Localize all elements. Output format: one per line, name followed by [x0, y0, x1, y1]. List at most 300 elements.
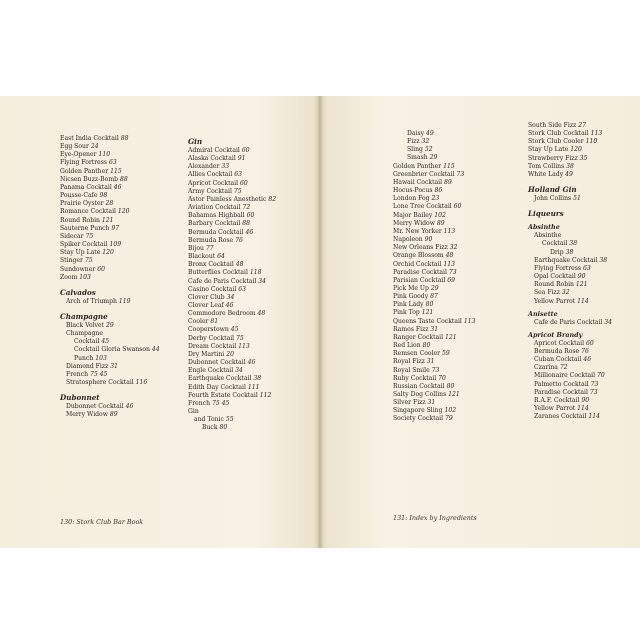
- page-number: 48: [445, 252, 454, 260]
- page-number: 81: [210, 318, 219, 326]
- page-number: 31: [426, 358, 435, 366]
- index-entry: [393, 244, 475, 252]
- entry-name: Engle Cocktail: [188, 367, 234, 375]
- page-number: 28: [105, 200, 114, 208]
- section-heading: [188, 137, 276, 147]
- page-number: 113: [463, 317, 476, 325]
- page-number: 118: [249, 269, 262, 277]
- entry-name: Hocus-Pocus: [393, 187, 433, 195]
- entry-name: Bijou: [188, 244, 204, 252]
- entry-name: Tom Collins: [528, 162, 565, 170]
- entry-name: Army Cocktail: [188, 187, 232, 195]
- page-number: 121: [575, 281, 588, 289]
- index-entry: [393, 179, 475, 187]
- entry-name: Orange Blossom: [393, 252, 444, 260]
- entry-name: Edith Day Cocktail: [188, 383, 246, 391]
- index-entry: [393, 203, 475, 211]
- left-page-column-1: [60, 135, 160, 420]
- index-entry: [60, 346, 160, 354]
- entry-name: Bronx Cocktail: [188, 261, 234, 269]
- entry-name: Bermuda Cocktail: [188, 228, 244, 236]
- index-entry: [528, 163, 612, 171]
- page-number: 49: [425, 130, 434, 137]
- page-number: 120: [117, 208, 130, 216]
- page-number: 75 45: [89, 370, 108, 378]
- index-entry: [188, 229, 276, 237]
- entry-name: Lone Tree Cocktail: [393, 203, 452, 211]
- page-number: 75 45: [211, 399, 230, 407]
- page-number: 88: [120, 135, 129, 142]
- entry-name: Dubonnet Cocktail: [188, 359, 246, 367]
- index-entry: [188, 351, 276, 359]
- index-entry: [60, 274, 160, 282]
- index-entry: [528, 257, 612, 265]
- page-number: 103: [79, 273, 91, 281]
- page-number: 38: [253, 375, 262, 383]
- entry-name: Major Bailey: [393, 211, 433, 219]
- page-number: 20: [226, 350, 234, 358]
- index-entry: [60, 403, 160, 411]
- page-number: 51: [573, 195, 581, 203]
- entry-name: Smash: [407, 154, 428, 162]
- index-entry: [188, 318, 276, 326]
- page-number: 80: [446, 382, 455, 390]
- index-entry: [393, 138, 475, 146]
- page-number: 45: [101, 338, 110, 346]
- section-heading: [528, 309, 612, 319]
- entry-name: Ramos Fizz: [393, 325, 429, 333]
- entry-name: Singapore Sling: [393, 407, 443, 415]
- index-entry: [393, 399, 475, 407]
- page-number: 90: [577, 273, 586, 281]
- page-number: 75: [233, 187, 242, 195]
- right-page-column-1: [393, 130, 475, 424]
- entry-name: Nicsen Buzz-Bomb: [60, 175, 118, 183]
- index-entry: [188, 335, 276, 343]
- page-number: 80: [422, 342, 431, 350]
- page-number: 109: [109, 241, 122, 249]
- entry-name: Absinthe: [534, 232, 562, 240]
- page-number: 75: [85, 232, 94, 240]
- entry-name: Flying Fortress: [60, 159, 108, 167]
- page-number: 73: [590, 380, 599, 388]
- index-entry: [393, 228, 475, 236]
- page-number: 110: [585, 138, 598, 146]
- page-number: 73: [448, 268, 457, 276]
- entry-name: Hawaii Cocktail: [393, 178, 443, 186]
- page-number: 102: [444, 407, 457, 415]
- index-entry: [188, 392, 276, 400]
- index-entry: [60, 217, 160, 225]
- index-entry: [393, 277, 475, 285]
- page-number: 110: [98, 151, 111, 159]
- entry-name: Alexander: [188, 163, 220, 171]
- index-entry: [393, 342, 475, 350]
- entry-name: Flying Fortress: [534, 264, 582, 272]
- index-entry: [528, 240, 612, 248]
- index-entry: [60, 225, 160, 233]
- entry-name: Sundowner: [60, 265, 96, 273]
- entry-name: Romance Cocktail: [60, 208, 116, 216]
- index-entry: [393, 301, 475, 309]
- entry-name: Society Cocktail: [393, 415, 444, 423]
- entry-name: Orchid Cocktail: [393, 260, 442, 268]
- page-number: 63: [582, 264, 591, 272]
- page-number: 73: [456, 170, 465, 178]
- index-entry: [528, 249, 612, 257]
- entry-name: Egg Sour: [60, 143, 89, 151]
- page-number: 59: [441, 350, 450, 358]
- entry-name: French: [66, 370, 89, 378]
- index-entry: [393, 220, 475, 228]
- index-entry: [393, 187, 475, 195]
- entry-name: South Side Fizz: [528, 122, 577, 129]
- page-number: 120: [570, 146, 582, 154]
- entry-name: Royal Smile: [393, 366, 430, 374]
- page-number: 31: [430, 325, 439, 333]
- page-number: 90: [581, 396, 590, 404]
- index-entry: [60, 159, 160, 167]
- entry-name: Queens Taste Cocktail: [393, 317, 462, 325]
- entry-name: Gin: [188, 408, 199, 415]
- entry-name: Dubonnet Cocktail: [66, 403, 124, 411]
- entry-name: Dry Martini: [188, 350, 225, 358]
- page-number: 48: [257, 310, 266, 318]
- index-entry: [393, 261, 475, 269]
- index-entry: [393, 367, 475, 375]
- entry-name: East India Cocktail: [60, 135, 119, 142]
- section-heading: [528, 185, 612, 195]
- entry-name: Black Velvet: [66, 321, 104, 329]
- entry-name: Salty Dog Collins: [393, 391, 447, 398]
- page-number: 113: [238, 342, 250, 350]
- index-entry: [188, 400, 276, 408]
- page-number: 114: [588, 413, 601, 421]
- entry-name: Fizz: [407, 138, 420, 146]
- page-number: 112: [259, 391, 272, 399]
- page-number: 60: [241, 147, 250, 154]
- page-number: 76: [581, 347, 589, 355]
- index-entry: [393, 171, 475, 179]
- page-number: 46: [247, 359, 256, 367]
- entry-name: and Tonic: [194, 416, 224, 424]
- page-number: 121: [421, 309, 434, 317]
- page-number: 60: [453, 203, 462, 211]
- entry-name: Golden Panther: [60, 167, 109, 175]
- entry-name: Arch of Triumph: [66, 297, 117, 305]
- entry-name: Daisy: [407, 130, 425, 137]
- index-entry: [528, 413, 612, 421]
- index-entry: [528, 138, 612, 146]
- index-entry: [393, 195, 475, 203]
- index-entry: [188, 245, 276, 253]
- index-entry: [393, 130, 475, 138]
- entry-name: Earthquake Cocktail: [534, 256, 598, 264]
- entry-name: Stork Club Cocktail: [528, 130, 589, 138]
- index-entry: [393, 309, 475, 317]
- index-entry: [393, 350, 475, 358]
- index-entry: [60, 200, 160, 208]
- section-heading: [528, 222, 612, 232]
- index-entry: [60, 363, 160, 371]
- index-entry: [528, 389, 612, 397]
- page-number: 34: [235, 367, 243, 375]
- entry-name: Russian Cocktail: [393, 382, 445, 390]
- entry-name: Derby Cocktail: [188, 334, 235, 342]
- entry-name: Prairie Oyster: [60, 200, 104, 208]
- entry-name: Zoom: [60, 273, 78, 281]
- page-number: 23: [431, 195, 440, 203]
- page-number: 46: [125, 403, 134, 411]
- entry-name: Pink Goody: [393, 293, 429, 301]
- index-entry: [393, 146, 475, 154]
- index-entry: [528, 155, 612, 163]
- index-entry: [188, 155, 276, 163]
- page-number: 46: [583, 356, 592, 364]
- right-page-footer: 131: Index by Ingredients: [393, 514, 477, 522]
- index-entry: [528, 122, 612, 130]
- entry-name: Paradise Cocktail: [534, 388, 588, 396]
- index-entry: [528, 265, 612, 273]
- index-entry: [528, 372, 612, 380]
- page-number: 32: [421, 138, 430, 146]
- index-entry: [393, 154, 475, 162]
- page-number: 34: [604, 318, 613, 326]
- page-number: 46: [225, 301, 234, 309]
- page-number: 33: [221, 163, 230, 171]
- entry-name: Millionaire Cocktail: [534, 372, 596, 380]
- section-heading: [60, 312, 160, 322]
- index-entry: [528, 397, 612, 405]
- page-number: 60: [246, 212, 255, 220]
- index-entry: [60, 257, 160, 265]
- entry-name: Panama Cocktail: [60, 183, 112, 191]
- entry-name: Sling: [407, 146, 423, 154]
- index-entry: [60, 266, 160, 274]
- entry-name: Yellow Parrot: [534, 405, 576, 413]
- entry-name: French: [188, 399, 211, 407]
- index-entry: [60, 379, 160, 387]
- index-entry: [188, 269, 276, 277]
- index-entry: [528, 232, 612, 240]
- page-number: 103: [95, 354, 107, 362]
- book-gutter: [317, 96, 323, 548]
- entry-name: London Fog: [393, 195, 430, 203]
- entry-name: Merry Widow: [393, 219, 435, 227]
- index-entry: [188, 188, 276, 196]
- page-number: 90: [424, 236, 433, 244]
- page-number: 35: [579, 154, 588, 162]
- page-number: 48: [235, 261, 244, 269]
- page-number: 63: [108, 159, 117, 167]
- page-number: 88: [242, 220, 250, 228]
- entry-name: Apricot Cocktail: [188, 179, 239, 187]
- page-number: 121: [101, 216, 114, 224]
- page-number: 80: [425, 301, 434, 309]
- index-entry: [393, 383, 475, 391]
- page-number: 70: [597, 372, 605, 380]
- index-entry: [188, 180, 276, 188]
- index-entry: [528, 195, 612, 203]
- page-number: 120: [102, 249, 114, 257]
- entry-name: Palmetto Cocktail: [534, 380, 589, 388]
- heading-text: Calvados: [60, 287, 96, 297]
- entry-name: Stay Up Late: [60, 249, 101, 257]
- entry-name: Sidecar: [60, 232, 84, 240]
- index-entry: [60, 151, 160, 159]
- heading-text: Gin: [188, 137, 203, 146]
- page-number: 60: [97, 265, 105, 273]
- page-number: 29: [430, 284, 439, 292]
- entry-name: Greenbrier Cocktail: [393, 170, 455, 178]
- entry-name: Cooler: [188, 318, 209, 326]
- entry-name: Allies Cocktail: [188, 171, 233, 179]
- page-number: 72: [242, 204, 251, 212]
- entry-name: Buck: [202, 424, 218, 432]
- entry-name: Cafe de Paris Cocktail: [534, 318, 603, 326]
- page-number: 121: [448, 391, 460, 398]
- index-entry: [528, 319, 612, 327]
- entry-name: Silver Fizz: [393, 399, 426, 407]
- index-entry: [188, 294, 276, 302]
- entry-name: Red Lion: [393, 342, 421, 350]
- entry-name: Golden Panther: [393, 162, 442, 170]
- page-number: 89: [109, 411, 118, 419]
- entry-name: Clover Club: [188, 293, 225, 301]
- entry-name: Pink Lady: [393, 301, 424, 309]
- index-entry: [60, 411, 160, 419]
- page-number: 31: [110, 362, 118, 370]
- page-number: 87: [430, 293, 438, 301]
- entry-name: Yellow Parrot: [534, 297, 576, 305]
- page-number: 79: [445, 415, 453, 423]
- index-entry: [60, 135, 160, 143]
- index-entry: [188, 261, 276, 269]
- index-entry: [60, 298, 160, 306]
- page-number: 24: [90, 143, 99, 151]
- page-number: 97: [111, 224, 120, 232]
- entry-name: Merry Widow: [66, 411, 108, 419]
- page-number: 89: [436, 219, 445, 227]
- page-number: 115: [110, 167, 122, 175]
- index-entry: [528, 381, 612, 389]
- entry-name: Zaranes Cocktail: [534, 413, 587, 421]
- entry-name: Cafe de Paris Cocktail: [188, 277, 257, 285]
- index-entry: [188, 375, 276, 383]
- entry-name: Bermuda Rose: [188, 236, 234, 244]
- entry-name: Alaska Cocktail: [188, 155, 236, 163]
- entry-name: Round Robin: [534, 281, 574, 289]
- entry-name: Mr. New Yorker: [393, 227, 442, 235]
- entry-name: Drip: [550, 248, 564, 256]
- entry-name: Napoleon: [393, 236, 423, 244]
- index-entry: [393, 212, 475, 220]
- page-number: 38: [565, 248, 574, 256]
- entry-name: Cooperstown: [188, 326, 229, 334]
- page-number: 113: [443, 227, 456, 235]
- index-entry: [60, 143, 160, 151]
- index-entry: [60, 168, 160, 176]
- entry-name: Fourth Estate Cocktail: [188, 391, 258, 399]
- page-number: 46: [113, 183, 122, 191]
- page-number: 60: [240, 179, 248, 187]
- entry-name: Royal Fizz: [393, 358, 425, 366]
- heading-text: Absinthe: [528, 223, 560, 232]
- index-entry: [188, 367, 276, 375]
- index-entry: [393, 236, 475, 244]
- index-entry: [393, 358, 475, 366]
- index-entry: [188, 196, 276, 204]
- index-entry: [60, 241, 160, 249]
- index-entry: [188, 204, 276, 212]
- entry-name: Blackout: [188, 253, 216, 261]
- index-entry: [60, 176, 160, 184]
- index-entry: [528, 356, 612, 364]
- index-entry: [188, 384, 276, 392]
- page-number: 88: [119, 175, 128, 183]
- entry-name: Pick Me Up: [393, 284, 429, 292]
- entry-name: Champagne: [66, 330, 103, 338]
- page-number: 80: [219, 424, 228, 432]
- index-entry: [188, 424, 276, 432]
- index-entry: [60, 233, 160, 241]
- page-number: 119: [118, 297, 131, 305]
- page-number: 32: [449, 244, 458, 252]
- entry-name: Stratosphere Cocktail: [66, 379, 134, 387]
- entry-name: Barbary Cocktail: [188, 220, 241, 228]
- page-number: 121: [445, 333, 457, 341]
- section-heading: [528, 330, 612, 340]
- heading-text: Apricot Brandy: [528, 330, 583, 339]
- index-entry: [393, 334, 475, 342]
- index-entry: [60, 192, 160, 200]
- index-entry: [188, 286, 276, 294]
- index-entry: [528, 364, 612, 372]
- entry-name: Commodore Bedroom: [188, 310, 256, 318]
- entry-name: John Collins: [534, 195, 572, 203]
- index-entry: [188, 147, 276, 155]
- page-number: 82: [268, 195, 277, 203]
- index-entry: [188, 212, 276, 220]
- index-entry: [60, 355, 160, 363]
- page-number: 52: [424, 146, 433, 154]
- page-number: 29: [105, 321, 114, 329]
- entry-name: Sauterne Punch: [60, 224, 110, 232]
- index-entry: [528, 405, 612, 413]
- entry-name: Stork Club Cooler: [528, 138, 584, 146]
- entry-name: Opal Cocktail: [534, 273, 576, 281]
- page-number: 75: [236, 334, 244, 342]
- page-number: 115: [443, 162, 455, 170]
- index-entry: [528, 130, 612, 138]
- index-entry: [393, 407, 475, 415]
- entry-name: Cocktail: [74, 338, 100, 346]
- page-number: 102: [434, 211, 446, 219]
- entry-name: Stinger: [60, 257, 83, 265]
- index-entry: [188, 416, 276, 424]
- index-entry: [188, 171, 276, 179]
- index-entry: [393, 326, 475, 334]
- page-number: 32: [561, 289, 570, 297]
- index-entry: [188, 163, 276, 171]
- page-number: 29: [429, 154, 438, 162]
- entry-name: Ruby Cocktail: [393, 374, 437, 382]
- left-page-column-2: [188, 137, 276, 432]
- entry-name: Stay Up Late: [528, 146, 569, 154]
- index-entry: [528, 340, 612, 348]
- page-number: 31: [427, 399, 436, 407]
- index-entry: [528, 298, 612, 306]
